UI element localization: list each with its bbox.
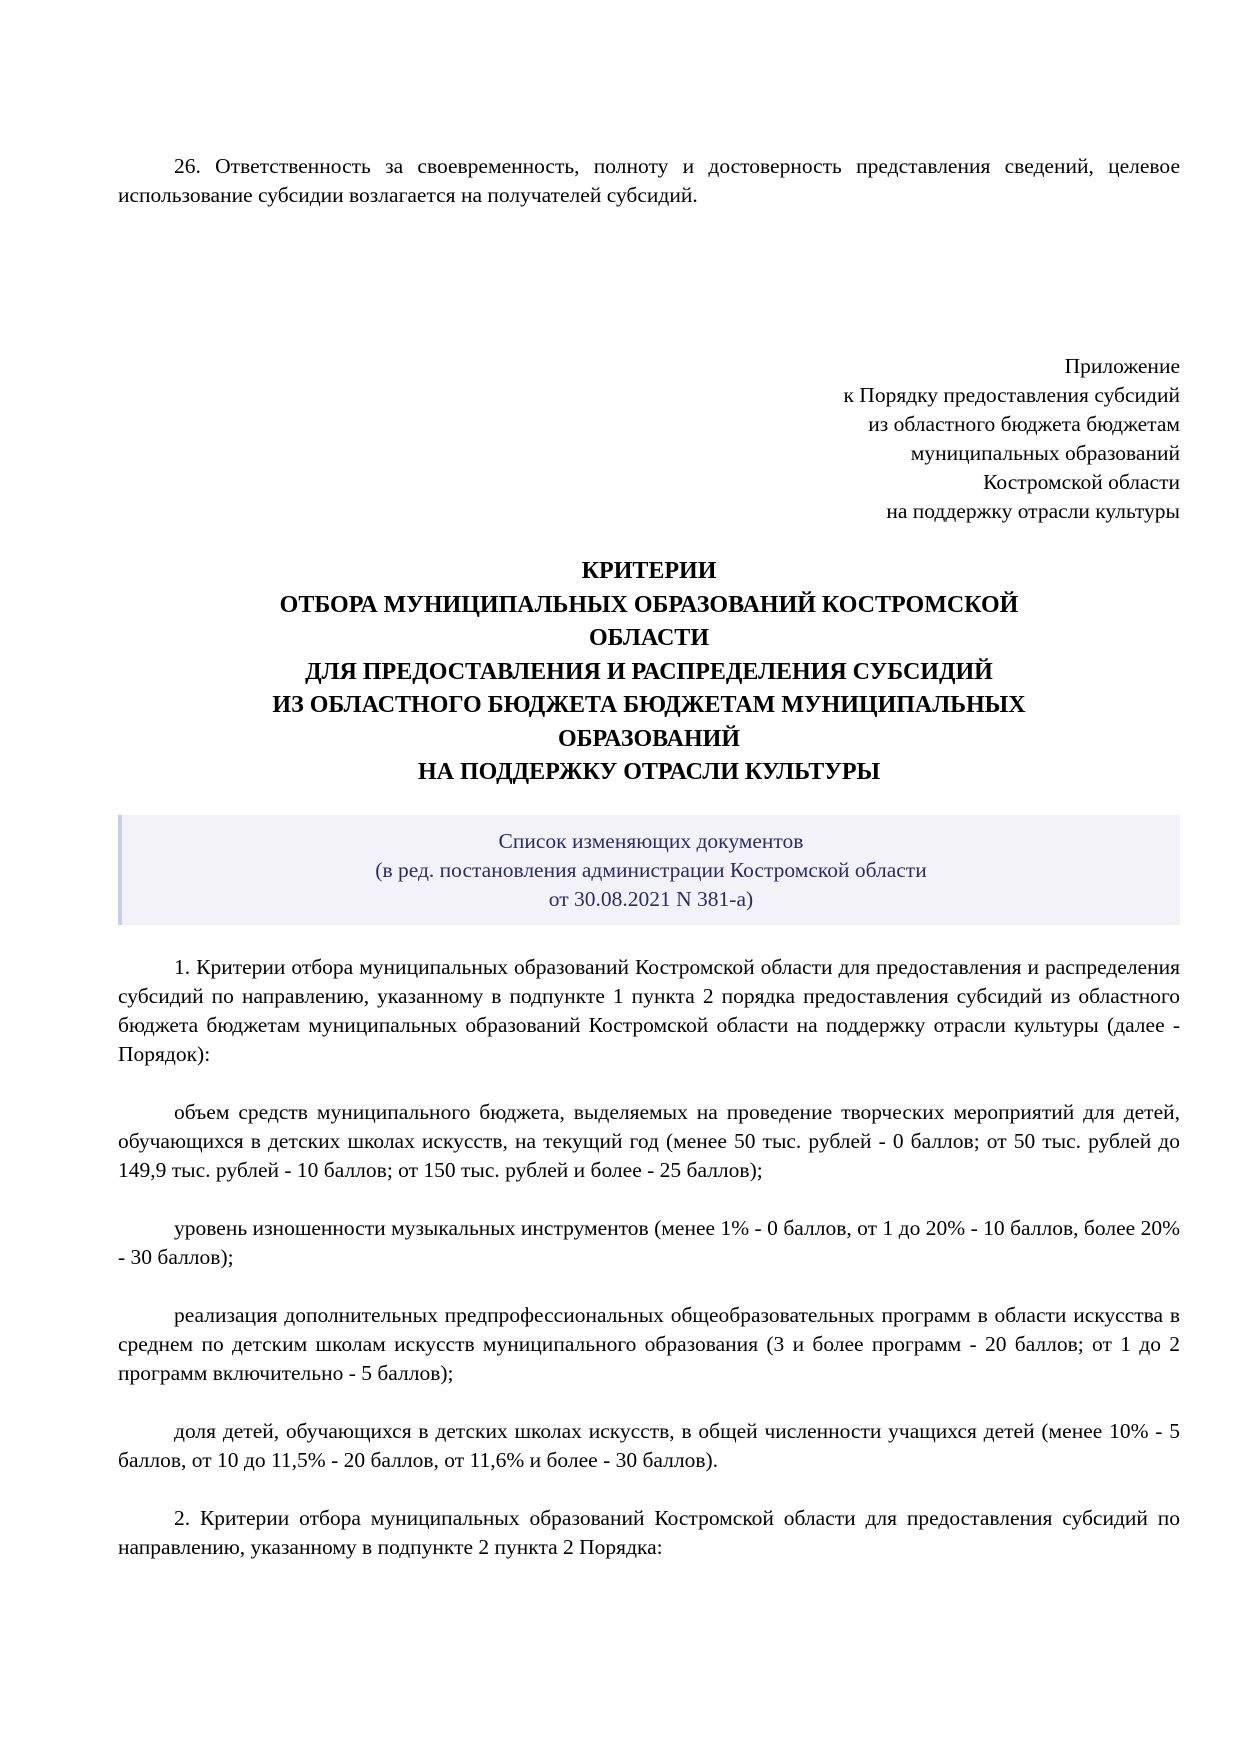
document-title [118,555,1180,790]
appendix-line: к Порядку предоставления субсидий [843,383,1180,407]
changes-line: (в ред. постановления администрации Костромской области [375,858,927,882]
document-body [118,953,1180,1591]
changes-box [118,815,1180,925]
body-paragraph: объем средств муниципального бюджета, выделяемых на проведение творческих мероприятий для детей, обучающихся в детских школах искусств, на текущий год (менее 50 тыс. рублей - 0 баллов; от 50 тыс. рублей до 149,9 тыс. рублей - 10 баллов; от 150 тыс. рублей и более - 25 баллов); [118,1100,1180,1182]
title-line: ДЛЯ ПРЕДОСТАВЛЕНИЯ И РАСПРЕДЕЛЕНИЯ СУБСИДИЙ [305,658,993,685]
appendix-line: муниципальных образований [910,441,1180,465]
changes-line: Список изменяющих документов [498,829,804,853]
title-line: ОБРАЗОВАНИЙ [557,725,741,752]
title-line: ОТБОРА МУНИЦИПАЛЬНЫХ ОБРАЗОВАНИЙ КОСТРОМСКОЙ [279,591,1019,618]
appendix-line: Приложение [1064,354,1180,378]
section-26 [118,152,1180,210]
body-paragraph: 2. Критерии отбора муниципальных образований Костромской области для предоставления субсидий по направлению, указанному в подпункте 2 пункта 2 Порядка: [118,1506,1180,1559]
title-line: КРИТЕРИИ [581,558,717,584]
body-paragraph: доля детей, обучающихся в детских школах искусств, в общей численности учащихся детей (менее 10% - 5 баллов, от 10 до 11,5% - 20 баллов, от 11,6% и более - 30 баллов). [118,1419,1180,1472]
title-line: ИЗ ОБЛАСТНОГО БЮДЖЕТА БЮДЖЕТАМ МУНИЦИПАЛЬНЫХ [272,692,1026,718]
paragraph-26: 26. Ответственность за своевременность, полноту и достоверность представления сведений, целевое использование субсидии возлагается на получателей субсидий. [118,154,1180,207]
changes-line: от 30.08.2021 N 381-а) [548,887,754,911]
body-paragraph: уровень изношенности музыкальных инструментов (менее 1% - 0 баллов, от 1 до 20% - 10 баллов, более 20% - 30 баллов); [118,1216,1180,1269]
appendix-line: на поддержку отрасли культуры [886,499,1180,523]
title-line: НА ПОДДЕРЖКУ ОТРАСЛИ КУЛЬТУРЫ [417,759,881,785]
appendix-line: Костромской области [983,470,1180,494]
appendix-line: из областного бюджета бюджетам [868,412,1180,436]
body-paragraph: реализация дополнительных предпрофессиональных общеобразовательных программ в области искусства в среднем по детским школам искусств муниципального образования (3 и более программ - 20 баллов; от 1 до 2 программ включительно - 5 баллов); [118,1303,1180,1385]
title-line: ОБЛАСТИ [589,625,709,651]
body-paragraph: 1. Критерии отбора муниципальных образований Костромской области для предоставления и распределения субсидий по направлению, указанному в подпункте 1 пункта 2 порядка предоставления субсидий из областного бюджета бюджетам муниципальных образований Костромской области на поддержку отрасли культуры (далее - Порядок): [118,955,1180,1066]
appendix-header [118,352,1180,526]
